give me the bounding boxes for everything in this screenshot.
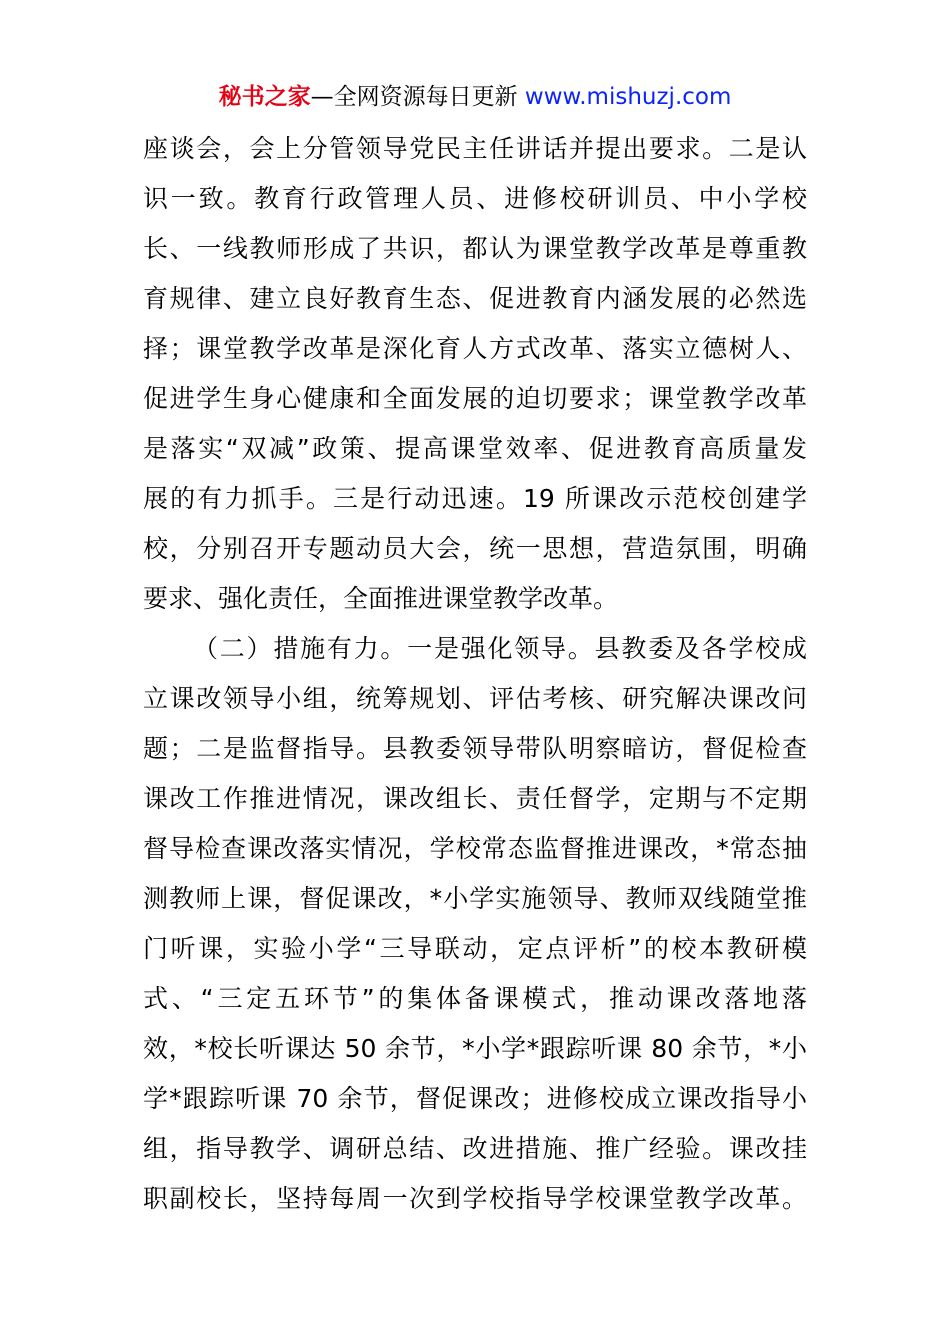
text-line: 择；课堂教学改革是深化育人方式改革、落实立德树人、 <box>143 334 807 363</box>
text-line: 门听课，实验小学“三导联动，定点评析”的校本教研模 <box>143 934 807 963</box>
text-line: 题；二是监督指导。县教委领导带队明察暗访，督促检查 <box>143 734 807 763</box>
document-body <box>143 124 807 1224</box>
brand-name: 秘书之家 <box>218 84 311 110</box>
text-line: 学*跟踪听课 70 余节，督促课改；进修校成立课改指导小 <box>143 1084 807 1113</box>
paragraph-end-line: 要求、强化责任，全面推进课堂教学改革。 <box>143 584 619 613</box>
text-line: 效，*校长听课达 50 余节，*小学*跟踪听课 80 余节，*小 <box>143 1034 807 1063</box>
text-line: 校，分别召开专题动员大会，统一思想，营造氛围，明确 <box>143 534 807 563</box>
text-line: 式、“三定五环节”的集体备课模式，推动课改落地落 <box>143 984 807 1013</box>
text-line: 组，指导教学、调研总结、改进措施、推广经验。课改挂 <box>143 1134 807 1163</box>
text-line: 测教师上课，督促课改，*小学实施领导、教师双线随堂推 <box>143 884 807 913</box>
header-tagline: —全网资源每日更新 <box>310 84 525 110</box>
text-line: 立课改领导小组，统筹规划、评估考核、研究解决课改问 <box>143 684 807 713</box>
text-line: 是落实“双减”政策、提高课堂效率、促进教育高质量发 <box>143 434 807 463</box>
text-line: 职副校长，坚持每周一次到学校指导学校课堂教学改革。 <box>143 1184 807 1213</box>
text-line: 长、一线教师形成了共识，都认为课堂教学改革是尊重教 <box>143 234 807 263</box>
text-line: 展的有力抓手。三是行动迅速。19 所课改示范校创建学 <box>143 484 807 513</box>
paragraph-start-line: （二）措施有力。一是强化领导。县教委及各学校成 <box>193 634 807 663</box>
site-url-link[interactable]: www.mishuzj.com <box>524 84 732 110</box>
text-line: 育规律、建立良好教育生态、促进教育内涵发展的必然选 <box>143 284 807 313</box>
text-line: 识一致。教育行政管理人员、进修校研训员、中小学校 <box>143 184 807 213</box>
text-line: 课改工作推进情况，课改组长、责任督学，定期与不定期 <box>143 784 807 813</box>
page-header <box>0 80 950 114</box>
text-line: 督导检查课改落实情况，学校常态监督推进课改，*常态抽 <box>143 834 807 863</box>
text-line: 促进学生身心健康和全面发展的迫切要求；课堂教学改革 <box>143 384 807 413</box>
text-line: 座谈会，会上分管领导党民主任讲话并提出要求。二是认 <box>143 134 807 163</box>
